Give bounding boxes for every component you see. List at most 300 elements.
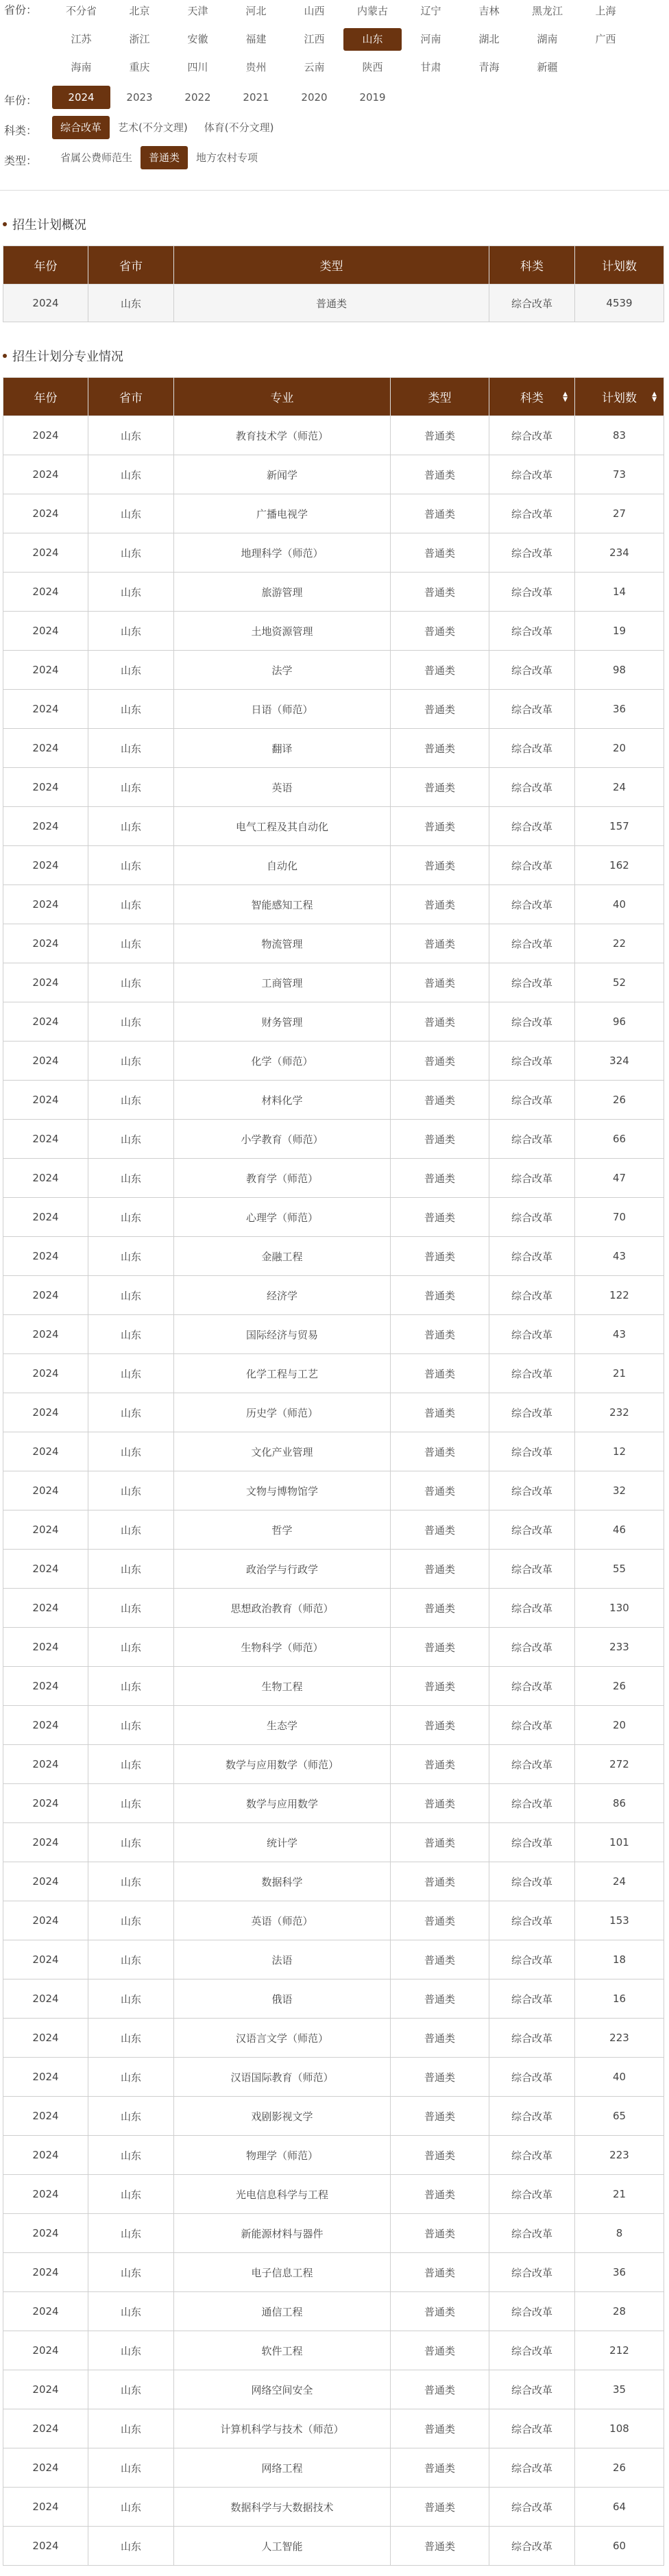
year-option[interactable]: 2020 — [301, 91, 328, 104]
table-cell: 2024 — [3, 2019, 88, 2058]
table-cell: 综合改革 — [489, 1471, 575, 1510]
table-cell: 山东 — [88, 2409, 174, 2448]
province-option[interactable]: 山东 — [343, 28, 402, 51]
year-option[interactable]: 2023 — [126, 91, 153, 104]
type-option[interactable]: 普通类 — [141, 146, 188, 169]
table-row — [3, 2370, 664, 2409]
type-option[interactable]: 省属公费师范生 — [60, 152, 133, 164]
table-cell: 综合改革 — [489, 690, 575, 729]
summary-table — [3, 245, 664, 322]
table-row — [3, 612, 664, 651]
detail-title-text: 招生计划分专业情况 — [12, 350, 123, 364]
table-row — [3, 285, 664, 322]
table-cell: 网络工程 — [174, 2448, 391, 2488]
table-cell: 山东 — [88, 1628, 174, 1667]
table-cell: 山东 — [88, 1276, 174, 1315]
table-cell: 2024 — [3, 2488, 88, 2527]
table-cell: 26 — [575, 1667, 664, 1706]
table-cell: 数据科学与大数据技术 — [174, 2488, 391, 2527]
table-cell: 2024 — [3, 1002, 88, 1042]
table-cell: 普通类 — [391, 2409, 489, 2448]
table-cell: 2024 — [3, 1979, 88, 2019]
filter-panel — [0, 0, 669, 176]
year-option[interactable]: 2019 — [359, 91, 386, 104]
table-cell: 普通类 — [391, 2331, 489, 2370]
table-cell: 2024 — [3, 768, 88, 807]
table-cell: 综合改革 — [489, 1159, 575, 1198]
table-cell: 电气工程及其自动化 — [174, 807, 391, 846]
table-cell: 43 — [575, 1237, 664, 1276]
table-cell: 19 — [575, 612, 664, 651]
table-cell: 2024 — [3, 1706, 88, 1745]
table-cell: 综合改革 — [489, 768, 575, 807]
table-cell: 综合改革 — [489, 1002, 575, 1042]
province-option[interactable]: 青海 — [478, 61, 500, 73]
sort-updown-icon[interactable]: ▲ ▼ — [652, 390, 657, 403]
table-cell: 综合改革 — [489, 729, 575, 768]
province-option[interactable]: 天津 — [187, 5, 208, 17]
table-cell: 普通类 — [391, 807, 489, 846]
table-row — [3, 2058, 664, 2097]
province-option[interactable]: 湖南 — [537, 33, 558, 45]
table-row — [3, 1628, 664, 1667]
table-row — [3, 768, 664, 807]
table-cell: 综合改革 — [489, 651, 575, 690]
table-cell: 2024 — [3, 1901, 88, 1940]
column-header[interactable] — [489, 378, 575, 416]
table-cell: 英语（师范） — [174, 1901, 391, 1940]
table-cell: 工商管理 — [174, 963, 391, 1002]
table-row — [3, 1081, 664, 1120]
table-cell: 山东 — [88, 1667, 174, 1706]
province-option[interactable]: 江苏 — [71, 33, 92, 45]
table-cell: 40 — [575, 885, 664, 924]
table-row — [3, 2214, 664, 2253]
province-option[interactable]: 重庆 — [129, 61, 150, 73]
column-header-label: 计划数 — [602, 392, 637, 405]
table-cell: 86 — [575, 1784, 664, 1823]
province-option[interactable]: 浙江 — [129, 33, 150, 45]
table-row — [3, 1940, 664, 1979]
table-cell: 文化产业管理 — [174, 1432, 391, 1471]
table-cell: 综合改革 — [489, 1081, 575, 1120]
table-row — [3, 690, 664, 729]
table-row — [3, 2097, 664, 2136]
table-cell: 综合改革 — [489, 612, 575, 651]
table-cell: 心理学（师范） — [174, 1198, 391, 1237]
table-cell: 2024 — [3, 1628, 88, 1667]
table-cell: 普通类 — [391, 1901, 489, 1940]
table-cell: 历史学（师范） — [174, 1393, 391, 1432]
table-cell: 普通类 — [391, 2214, 489, 2253]
table-row — [3, 2253, 664, 2292]
table-cell: 普通类 — [391, 1862, 489, 1901]
column-header — [3, 378, 88, 416]
table-cell: 2024 — [3, 729, 88, 768]
table-cell: 综合改革 — [489, 1862, 575, 1901]
table-cell: 哲学 — [174, 1510, 391, 1550]
table-cell: 山东 — [88, 455, 174, 494]
table-cell: 普通类 — [391, 2097, 489, 2136]
type-filter — [0, 146, 669, 176]
table-cell: 山东 — [88, 690, 174, 729]
table-cell: 智能感知工程 — [174, 885, 391, 924]
table-row — [3, 2136, 664, 2175]
column-header-label: 科类 — [520, 392, 544, 405]
province-option[interactable]: 河南 — [420, 33, 441, 45]
table-cell: 综合改革 — [489, 963, 575, 1002]
province-option[interactable]: 江西 — [304, 33, 325, 45]
table-cell: 27 — [575, 494, 664, 533]
table-cell: 普通类 — [391, 2136, 489, 2175]
province-option[interactable]: 上海 — [595, 5, 616, 17]
table-cell: 2024 — [3, 1198, 88, 1237]
table-cell: 2024 — [3, 2136, 88, 2175]
table-cell: 2024 — [3, 1042, 88, 1081]
subject-options — [52, 116, 665, 145]
table-cell: 60 — [575, 2527, 664, 2566]
table-cell: 综合改革 — [489, 1979, 575, 2019]
table-cell: 98 — [575, 651, 664, 690]
table-cell: 山东 — [88, 2527, 174, 2566]
table-cell: 综合改革 — [489, 1667, 575, 1706]
table-row — [3, 1510, 664, 1550]
table-cell: 普通类 — [391, 885, 489, 924]
province-option[interactable]: 北京 — [129, 5, 150, 17]
table-row — [3, 807, 664, 846]
table-cell: 212 — [575, 2331, 664, 2370]
subject-option[interactable]: 艺术(不分文理) — [118, 121, 188, 134]
table-cell: 电子信息工程 — [174, 2253, 391, 2292]
table-row — [3, 651, 664, 690]
table-cell: 20 — [575, 729, 664, 768]
table-cell: 综合改革 — [489, 1706, 575, 1745]
table-cell: 普通类 — [391, 1471, 489, 1510]
table-row — [3, 729, 664, 768]
table-cell: 2024 — [3, 1432, 88, 1471]
table-cell: 233 — [575, 1628, 664, 1667]
table-cell: 综合改革 — [489, 2409, 575, 2448]
table-row — [3, 1198, 664, 1237]
table-cell: 财务管理 — [174, 1002, 391, 1042]
table-cell: 65 — [575, 2097, 664, 2136]
table-cell: 山东 — [88, 729, 174, 768]
province-option[interactable]: 广西 — [595, 33, 616, 45]
table-cell: 21 — [575, 2175, 664, 2214]
column-header — [489, 246, 575, 285]
table-cell: 综合改革 — [489, 1784, 575, 1823]
table-cell: 2024 — [3, 924, 88, 963]
province-option[interactable]: 海南 — [71, 61, 92, 73]
table-cell: 普通类 — [391, 533, 489, 573]
table-cell: 35 — [575, 2370, 664, 2409]
table-cell: 2024 — [3, 1745, 88, 1784]
table-cell: 综合改革 — [489, 1901, 575, 1940]
table-cell: 普通类 — [391, 729, 489, 768]
table-cell: 综合改革 — [489, 2331, 575, 2370]
province-option[interactable]: 贵州 — [245, 61, 267, 73]
table-cell: 普通类 — [391, 2058, 489, 2097]
province-option[interactable]: 吉林 — [478, 5, 500, 17]
bullet-dot-icon — [3, 354, 7, 358]
province-option[interactable]: 辽宁 — [420, 5, 441, 17]
table-row — [3, 885, 664, 924]
table-cell: 小学教育（师范） — [174, 1120, 391, 1159]
table-cell: 综合改革 — [489, 2019, 575, 2058]
column-header — [88, 246, 174, 285]
table-cell: 2024 — [3, 2058, 88, 2097]
table-cell: 2024 — [3, 2370, 88, 2409]
subject-filter-label: 科类： — [4, 124, 38, 137]
table-cell: 山东 — [88, 963, 174, 1002]
table-cell: 综合改革 — [489, 573, 575, 612]
table-row — [3, 2527, 664, 2566]
subject-option[interactable]: 体育(不分文理) — [204, 121, 274, 134]
table-cell: 2024 — [3, 1940, 88, 1979]
table-cell: 普通类 — [391, 1745, 489, 1784]
table-cell: 普通类 — [391, 1042, 489, 1081]
table-cell: 2024 — [3, 2253, 88, 2292]
column-header-label: 科类 — [520, 260, 544, 274]
table-cell: 综合改革 — [489, 1198, 575, 1237]
table-row — [3, 1354, 664, 1393]
table-cell: 山东 — [88, 1745, 174, 1784]
table-cell: 山东 — [88, 1081, 174, 1120]
table-cell: 新能源材料与器件 — [174, 2214, 391, 2253]
sort-updown-icon[interactable]: ▲ ▼ — [563, 390, 568, 403]
table-cell: 山东 — [88, 1120, 174, 1159]
year-option[interactable]: 2022 — [184, 91, 211, 104]
province-option[interactable]: 四川 — [187, 61, 208, 73]
table-cell: 20 — [575, 1706, 664, 1745]
year-option[interactable]: 2021 — [243, 91, 269, 104]
province-option[interactable]: 福建 — [245, 33, 267, 45]
subject-option[interactable]: 综合改革 — [52, 116, 110, 139]
table-cell: 普通类 — [391, 1823, 489, 1862]
table-cell: 旅游管理 — [174, 573, 391, 612]
subject-filter — [0, 116, 669, 146]
detail-section-title — [0, 347, 669, 365]
table-row — [3, 2488, 664, 2527]
table-cell: 山东 — [88, 768, 174, 807]
table-cell: 2024 — [3, 1784, 88, 1823]
table-cell: 山东 — [88, 846, 174, 885]
table-cell: 综合改革 — [489, 1628, 575, 1667]
table-cell: 2024 — [3, 573, 88, 612]
table-cell: 普通类 — [391, 1940, 489, 1979]
table-cell: 综合改革 — [489, 807, 575, 846]
table-cell: 化学工程与工艺 — [174, 1354, 391, 1393]
table-cell: 广播电视学 — [174, 494, 391, 533]
table-cell: 综合改革 — [489, 1550, 575, 1589]
table-cell: 2024 — [3, 285, 88, 322]
table-cell: 政治学与行政学 — [174, 1550, 391, 1589]
table-cell: 山东 — [88, 2058, 174, 2097]
table-cell: 综合改革 — [489, 285, 575, 322]
table-cell: 2024 — [3, 1159, 88, 1198]
table-cell: 232 — [575, 1393, 664, 1432]
column-header[interactable] — [575, 378, 664, 416]
table-cell: 经济学 — [174, 1276, 391, 1315]
table-cell: 2024 — [3, 2448, 88, 2488]
province-filter-label: 省份： — [4, 3, 38, 16]
table-row — [3, 924, 664, 963]
table-cell: 2024 — [3, 1667, 88, 1706]
table-cell: 2024 — [3, 2097, 88, 2136]
table-cell: 2024 — [3, 1510, 88, 1550]
table-cell: 土地资源管理 — [174, 612, 391, 651]
table-cell: 化学（师范） — [174, 1042, 391, 1081]
province-option[interactable]: 山西 — [304, 5, 325, 17]
table-cell: 综合改革 — [489, 2448, 575, 2488]
table-cell: 综合改革 — [489, 2175, 575, 2214]
summary-section-title — [0, 215, 669, 233]
table-cell: 14 — [575, 573, 664, 612]
province-option[interactable]: 陕西 — [362, 61, 383, 73]
province-option[interactable]: 新疆 — [537, 61, 558, 73]
table-cell: 统计学 — [174, 1823, 391, 1862]
table-cell: 普通类 — [391, 1276, 489, 1315]
province-option[interactable]: 安徽 — [187, 33, 208, 45]
table-cell: 山东 — [88, 2331, 174, 2370]
province-option[interactable]: 云南 — [304, 61, 325, 73]
table-row — [3, 1862, 664, 1901]
table-cell: 2024 — [3, 885, 88, 924]
table-cell: 人工智能 — [174, 2527, 391, 2566]
type-option[interactable]: 地方农村专项 — [196, 152, 258, 164]
column-header-label: 类型 — [319, 260, 343, 274]
table-cell: 山东 — [88, 1471, 174, 1510]
table-cell: 山东 — [88, 285, 174, 322]
table-cell: 综合改革 — [489, 1042, 575, 1081]
table-cell: 83 — [575, 416, 664, 455]
province-option[interactable]: 黑龙江 — [531, 5, 563, 17]
table-cell: 55 — [575, 1550, 664, 1589]
table-cell: 32 — [575, 1471, 664, 1510]
year-option[interactable]: 2024 — [52, 86, 110, 109]
table-cell: 山东 — [88, 1354, 174, 1393]
table-cell: 数学与应用数学 — [174, 1784, 391, 1823]
table-cell: 英语 — [174, 768, 391, 807]
province-option[interactable]: 湖北 — [478, 33, 500, 45]
table-cell: 综合改革 — [489, 2253, 575, 2292]
table-cell: 生物科学（师范） — [174, 1628, 391, 1667]
table-row — [3, 573, 664, 612]
table-cell: 普通类 — [391, 2527, 489, 2566]
table-cell: 2024 — [3, 690, 88, 729]
table-cell: 2024 — [3, 1120, 88, 1159]
table-cell: 山东 — [88, 885, 174, 924]
table-cell: 山东 — [88, 1002, 174, 1042]
table-cell: 普通类 — [391, 2448, 489, 2488]
table-cell: 108 — [575, 2409, 664, 2448]
table-cell: 101 — [575, 1823, 664, 1862]
table-cell: 普通类 — [391, 651, 489, 690]
summary-title-text: 招生计划概况 — [12, 218, 86, 232]
table-row — [3, 1589, 664, 1628]
table-cell: 综合改革 — [489, 2097, 575, 2136]
year-options — [52, 86, 665, 115]
table-cell: 通信工程 — [174, 2292, 391, 2331]
table-cell: 光电信息科学与工程 — [174, 2175, 391, 2214]
table-cell: 数学与应用数学（师范） — [174, 1745, 391, 1784]
table-row — [3, 1471, 664, 1510]
province-option[interactable]: 不分省 — [65, 5, 97, 17]
table-cell: 普通类 — [391, 1354, 489, 1393]
column-header — [174, 378, 391, 416]
table-cell: 73 — [575, 455, 664, 494]
table-cell: 山东 — [88, 1042, 174, 1081]
table-cell: 普通类 — [391, 1393, 489, 1432]
table-cell: 272 — [575, 1745, 664, 1784]
table-row — [3, 1901, 664, 1940]
table-row — [3, 1120, 664, 1159]
table-cell: 2024 — [3, 455, 88, 494]
table-cell: 2024 — [3, 1550, 88, 1589]
table-cell: 24 — [575, 768, 664, 807]
table-cell: 普通类 — [391, 2019, 489, 2058]
table-row — [3, 2292, 664, 2331]
table-cell: 山东 — [88, 2175, 174, 2214]
table-cell: 2024 — [3, 2175, 88, 2214]
table-cell: 普通类 — [174, 285, 489, 322]
column-header-label: 省市 — [119, 392, 143, 405]
table-cell: 山东 — [88, 2019, 174, 2058]
table-cell: 综合改革 — [489, 1823, 575, 1862]
table-cell: 12 — [575, 1432, 664, 1471]
province-option[interactable]: 河北 — [245, 5, 267, 17]
table-cell: 综合改革 — [489, 1237, 575, 1276]
table-cell: 18 — [575, 1940, 664, 1979]
table-row — [3, 1784, 664, 1823]
table-cell: 2024 — [3, 1471, 88, 1510]
table-cell: 普通类 — [391, 1432, 489, 1471]
column-header-label: 年份 — [34, 392, 58, 405]
table-cell: 2024 — [3, 1393, 88, 1432]
table-row — [3, 1042, 664, 1081]
table-cell: 2024 — [3, 2409, 88, 2448]
table-row — [3, 1002, 664, 1042]
table-cell: 24 — [575, 1862, 664, 1901]
table-row — [3, 1276, 664, 1315]
table-cell: 2024 — [3, 1354, 88, 1393]
table-cell: 2024 — [3, 416, 88, 455]
table-cell: 130 — [575, 1589, 664, 1628]
table-cell: 山东 — [88, 1979, 174, 2019]
table-cell: 综合改革 — [489, 416, 575, 455]
province-option[interactable]: 内蒙古 — [356, 5, 388, 17]
province-option[interactable]: 甘肃 — [420, 61, 441, 73]
table-cell: 2024 — [3, 612, 88, 651]
table-cell: 36 — [575, 690, 664, 729]
column-header — [391, 378, 489, 416]
table-cell: 山东 — [88, 494, 174, 533]
column-header-label: 专业 — [270, 392, 294, 405]
table-cell: 普通类 — [391, 1550, 489, 1589]
table-cell: 2024 — [3, 2292, 88, 2331]
table-cell: 普通类 — [391, 846, 489, 885]
table-cell: 22 — [575, 924, 664, 963]
bullet-dot-icon — [3, 222, 7, 226]
table-cell: 生态学 — [174, 1706, 391, 1745]
table-cell: 山东 — [88, 2448, 174, 2488]
column-header — [575, 246, 664, 285]
table-cell: 普通类 — [391, 963, 489, 1002]
table-cell: 普通类 — [391, 2488, 489, 2527]
table-cell: 16 — [575, 1979, 664, 2019]
table-cell: 生物工程 — [174, 1667, 391, 1706]
table-cell: 计算机科学与技术（师范） — [174, 2409, 391, 2448]
